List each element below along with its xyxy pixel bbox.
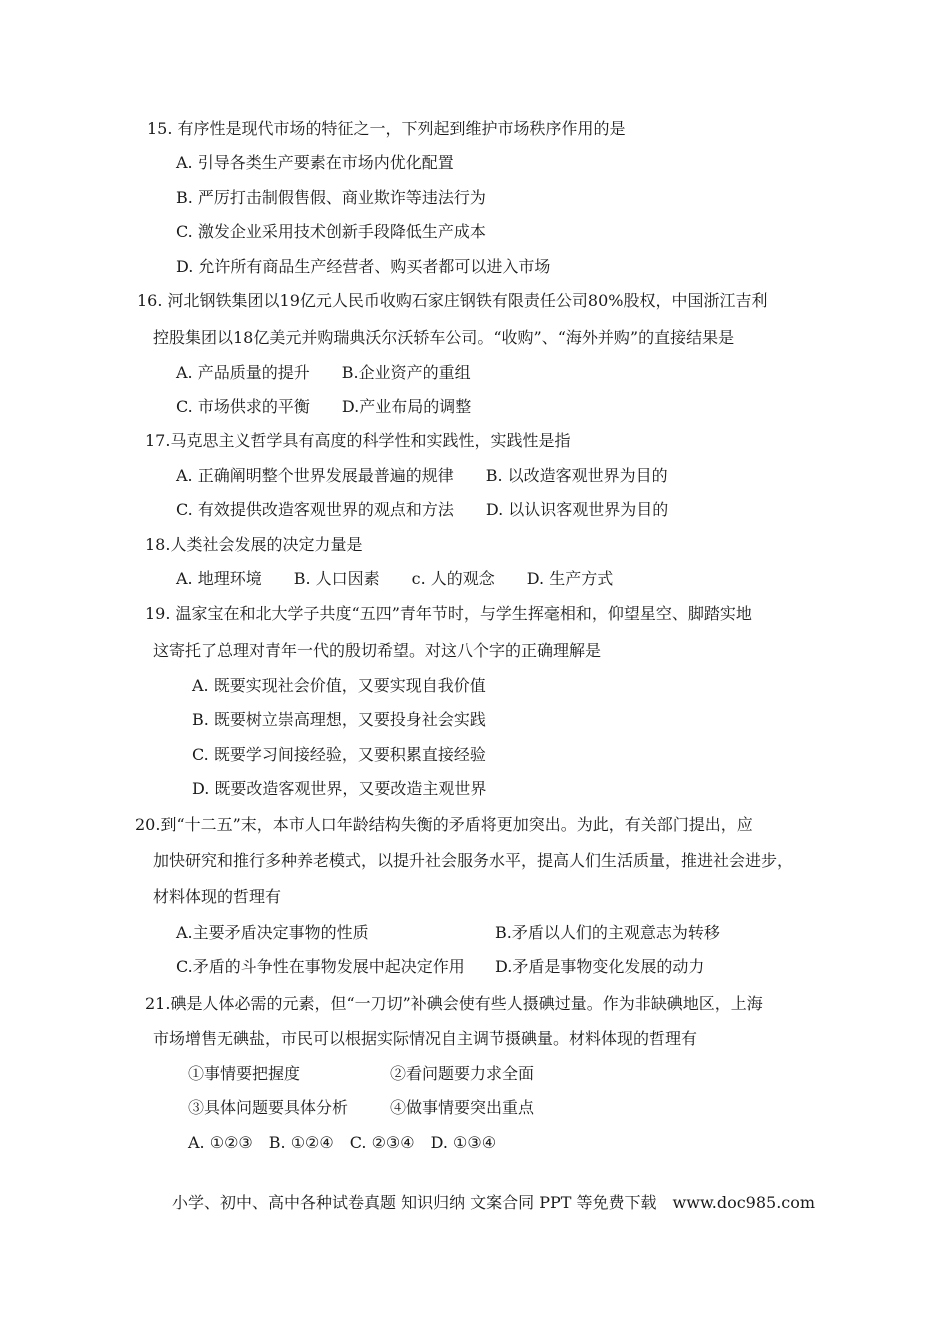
q21-options: A. ①②③ B. ①②④ C. ②③④ D. ①③④: [188, 1133, 497, 1152]
q16-options-cd: C. 市场供求的平衡 D.产业布局的调整: [176, 397, 472, 416]
q20-stem-line1: 20.到“十二五”末，本市人口年龄结构失衡的矛盾将更加突出。为此，有关部门提出，应: [135, 815, 753, 834]
page-footer: 小学、初中、高中各种试卷真题 知识归纳 文案合同 PPT 等免费下载 www.doc985.com: [172, 1193, 816, 1212]
q20-option-b: B.矛盾以人们的主观意志为转移: [495, 923, 720, 942]
q21-stem-line2: 市场增售无碘盐，市民可以根据实际情况自主调节摄碘量。材料体现的哲理有: [153, 1029, 698, 1048]
q19-option-b: B. 既要树立崇高理想，又要投身社会实践: [192, 710, 486, 729]
q20-stem-line2: 加快研究和推行多种养老模式，以提升社会服务水平，提高人们生活质量，推进社会进步，: [153, 851, 794, 870]
q15-stem: 15. 有序性是现代市场的特征之一，下列起到维护市场秩序作用的是: [147, 119, 626, 138]
q21-statement-2: ②看问题要力求全面: [390, 1064, 535, 1083]
q19-stem-line2: 这寄托了总理对青年一代的殷切希望。对这八个字的正确理解是: [153, 641, 602, 660]
q19-option-d: D. 既要改造客观世界，又要改造主观世界: [192, 779, 487, 798]
q21-statement-1: ①事情要把握度: [188, 1064, 301, 1083]
q20-option-a: A.主要矛盾决定事物的性质: [176, 923, 369, 942]
q15-option-a: A. 引导各类生产要素在市场内优化配置: [176, 153, 454, 172]
q17-stem: 17.马克思主义哲学具有高度的科学性和实践性，实践性是指: [145, 431, 571, 450]
q15-option-d: D. 允许所有商品生产经营者、购买者都可以进入市场: [176, 257, 551, 276]
q15-option-c: C. 激发企业采用技术创新手段降低生产成本: [176, 222, 486, 241]
q17-options-ab: A. 正确阐明整个世界发展最普遍的规律 B. 以改造客观世界为目的: [176, 466, 668, 485]
q18-stem: 18.人类社会发展的决定力量是: [145, 535, 363, 554]
q19-option-a: A. 既要实现社会价值，又要实现自我价值: [192, 676, 486, 695]
q20-option-c: C.矛盾的斗争性在事物发展中起决定作用: [176, 957, 465, 976]
q19-option-c: C. 既要学习间接经验，又要积累直接经验: [192, 745, 486, 764]
q21-statement-3: ③具体问题要具体分析: [188, 1098, 349, 1117]
q21-stem-line1: 21.碘是人体必需的元素，但“一刀切”补碘会使有些人摄碘过量。作为非缺碘地区，上海: [145, 994, 763, 1013]
q21-statement-4: ④做事情要突出重点: [390, 1098, 535, 1117]
q15-option-b: B. 严厉打击制假售假、商业欺诈等违法行为: [176, 188, 486, 207]
q20-option-d: D.矛盾是事物变化发展的动力: [495, 957, 705, 976]
q16-options-ab: A. 产品质量的提升 B.企业资产的重组: [176, 363, 471, 382]
q19-stem-line1: 19. 温家宝在和北大学子共度“五四”青年节时，与学生挥毫相和，仰望星空、脚踏实地: [145, 604, 752, 623]
q20-stem-line3: 材料体现的哲理有: [153, 887, 282, 906]
q18-options: A. 地理环境 B. 人口因素 c. 人的观念 D. 生产方式: [176, 569, 614, 588]
q17-options-cd: C. 有效提供改造客观世界的观点和方法 D. 以认识客观世界为目的: [176, 500, 669, 519]
q16-stem-line1: 16. 河北钢铁集团以19亿元人民币收购石家庄钢铁有限责任公司80%股权，中国浙江吉利: [137, 291, 768, 310]
q16-stem-line2: 控股集团以18亿美元并购瑞典沃尔沃轿车公司。“收购”、“海外并购”的直接结果是: [153, 328, 735, 347]
